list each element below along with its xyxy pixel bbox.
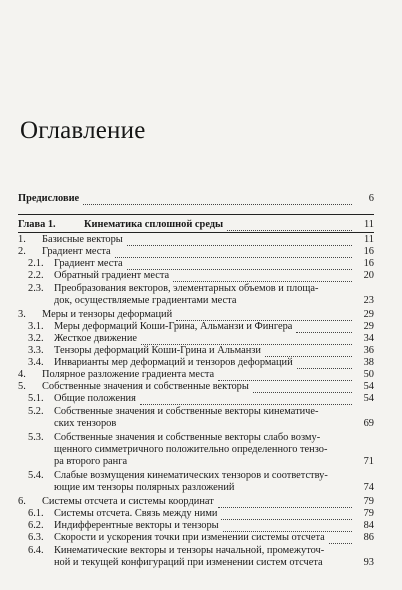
- toc-number: 5.1.: [28, 393, 44, 404]
- toc-entry-text: Инварианты мер деформаций и тензоров деформаций: [54, 357, 293, 368]
- toc-entry-text: Меры и тензоры деформаций: [42, 309, 173, 320]
- toc-entry-text: Тензоры деформаций Коши-Грина и Альманзи: [54, 345, 261, 356]
- chapter-title: Кинематика сплошной среды: [84, 219, 224, 230]
- divider: [18, 232, 374, 233]
- toc-number: 4.: [18, 369, 26, 380]
- toc-entry[interactable]: [18, 470, 374, 494]
- toc-entry-text: Меры деформаций Коши-Грина, Альманзи и Фингера: [54, 321, 293, 332]
- toc-number: 5.4.: [28, 470, 44, 481]
- dot-leader: [297, 359, 352, 369]
- toc-page-number: 69: [363, 418, 374, 429]
- toc-entry[interactable]: [18, 258, 374, 270]
- toc-entry-text-line: ющие им тензоры полярных разложений: [54, 482, 235, 493]
- toc-page-number: 6: [368, 193, 374, 204]
- toc-entry-text: Скорости и ускорения точки при изменении системы отсчета: [54, 532, 325, 543]
- toc-page-number: 38: [363, 357, 374, 368]
- toc-page-number: 79: [363, 508, 374, 519]
- dot-leader: [218, 371, 352, 381]
- dot-leader: [223, 522, 352, 532]
- toc-entry-text-line: ной и текущей конфигураций при изменении систем отсчета: [54, 557, 323, 568]
- toc-entry-text: Собственные значения и собственные векторы: [42, 381, 249, 392]
- toc-entry[interactable]: [18, 246, 374, 258]
- toc-entry-text: Предисловие: [18, 193, 80, 204]
- toc-entry-text: Обратный градиент места: [54, 270, 170, 281]
- toc-entry[interactable]: [18, 496, 374, 508]
- toc-page-number: 74: [363, 482, 374, 493]
- toc-page-number: 50: [363, 369, 374, 380]
- dot-leader: [265, 347, 352, 357]
- dot-leader: [141, 335, 352, 345]
- toc-entry-text-line: ра второго ранга: [54, 456, 128, 467]
- toc-page-number: 11: [363, 234, 374, 245]
- divider: [18, 214, 374, 215]
- toc-entry-text: Градиент места: [42, 246, 111, 257]
- toc-entry-text-line: ских тензоров: [54, 418, 117, 429]
- toc-entry-text-line: Слабые возмущения кинематических тензоров и соответству-: [54, 470, 328, 481]
- toc-page-number: 54: [363, 393, 374, 404]
- toc-entry[interactable]: [18, 432, 374, 468]
- toc-entry[interactable]: [18, 381, 374, 393]
- toc-entry[interactable]: [18, 406, 374, 430]
- toc-entry[interactable]: [18, 369, 374, 381]
- toc-entry[interactable]: [18, 545, 374, 569]
- dot-leader: [329, 534, 352, 544]
- toc-entry-text: Базисные векторы: [42, 234, 123, 245]
- toc-entry-text: Индифферентные векторы и тензоры: [54, 520, 219, 531]
- toc-entry[interactable]: [18, 357, 374, 369]
- dot-leader: [296, 323, 352, 333]
- toc-entry-text-line: док, осуществляемые градиентами места: [54, 295, 237, 306]
- toc-page-number: 71: [363, 456, 374, 467]
- toc-entry-text: Градиент места: [54, 258, 123, 269]
- toc-number: 5.: [18, 381, 26, 392]
- toc-entry[interactable]: [18, 532, 374, 544]
- dot-leader: [173, 272, 352, 282]
- toc-number: 2.2.: [28, 270, 44, 281]
- toc-entry-text-line: Преобразования векторов, элементарных объемов и площа-: [54, 283, 319, 294]
- table-of-contents: [18, 193, 374, 205]
- toc-entry[interactable]: [18, 283, 374, 307]
- toc-entry-text: Общие положения: [54, 393, 136, 404]
- toc-number: 1.: [18, 234, 26, 245]
- toc-page-number: 86: [363, 532, 374, 543]
- toc-number: 5.2.: [28, 406, 44, 417]
- toc-page-number: 93: [363, 557, 374, 568]
- toc-number: 2.1.: [28, 258, 44, 269]
- toc-number: 6.2.: [28, 520, 44, 531]
- toc-page-number: 29: [363, 309, 374, 320]
- toc-entry[interactable]: [18, 333, 374, 345]
- toc-page-number: 11: [363, 219, 374, 230]
- table-of-contents-chapter: [18, 219, 374, 231]
- toc-number: 6.3.: [28, 532, 44, 543]
- toc-number: 3.2.: [28, 333, 44, 344]
- toc-entry[interactable]: [18, 321, 374, 333]
- toc-entry[interactable]: [18, 345, 374, 357]
- toc-page-number: 16: [363, 246, 374, 257]
- toc-entry[interactable]: [18, 270, 374, 282]
- toc-list: [18, 234, 374, 569]
- toc-number: 6.1.: [28, 508, 44, 519]
- toc-entry[interactable]: [18, 309, 374, 321]
- toc-entry-text-line: щенного симметричного положительно определенного тензо-: [54, 444, 328, 455]
- toc-page-number: 84: [363, 520, 374, 531]
- dot-leader: [140, 395, 352, 405]
- toc-entry-preface[interactable]: [18, 193, 374, 205]
- toc-entry-text-line: Собственные значения и собственные векторы слабо возму-: [54, 432, 321, 443]
- dot-leader: [127, 260, 352, 270]
- dot-leader: [221, 510, 352, 520]
- dot-leader: [176, 311, 352, 321]
- dot-leader: [253, 383, 352, 393]
- toc-entry-chapter[interactable]: [18, 219, 374, 231]
- toc-number: 3.3.: [28, 345, 44, 356]
- toc-entry[interactable]: [18, 520, 374, 532]
- toc-page-number: 20: [363, 270, 374, 281]
- dot-leader: [227, 221, 352, 231]
- toc-entry-text-line: Собственные значения и собственные векторы кинематиче-: [54, 406, 319, 417]
- toc-page-number: 23: [363, 295, 374, 306]
- toc-entry-text: Жесткое движение: [54, 333, 137, 344]
- dot-leader: [127, 236, 352, 246]
- toc-number: 6.: [18, 496, 26, 507]
- chapter-number: Глава 1.: [18, 219, 56, 230]
- toc-entry-text: Системы отсчета. Связь между ними: [54, 508, 218, 519]
- toc-number: 3.4.: [28, 357, 44, 368]
- toc-entry[interactable]: [18, 234, 374, 246]
- toc-entry-text-line: Кинематические векторы и тензоры начальной, промежуточ-: [54, 545, 325, 556]
- dot-leader: [83, 195, 352, 205]
- toc-entry[interactable]: [18, 393, 374, 405]
- toc-number: 6.4.: [28, 545, 44, 556]
- toc-number: 2.3.: [28, 283, 44, 294]
- toc-page-number: 29: [363, 321, 374, 332]
- toc-number: 3.1.: [28, 321, 44, 332]
- page-title: Оглавление: [20, 117, 146, 144]
- dot-leader: [218, 498, 352, 508]
- toc-number: 3.: [18, 309, 26, 320]
- toc-page-number: 34: [363, 333, 374, 344]
- toc-number: 2.: [18, 246, 26, 257]
- toc-page-number: 16: [363, 258, 374, 269]
- toc-entry[interactable]: [18, 508, 374, 520]
- dot-leader: [115, 248, 352, 258]
- toc-entry-text: Полярное разложение градиента места: [42, 369, 215, 380]
- toc-page-number: 79: [363, 496, 374, 507]
- toc-page-number: 36: [363, 345, 374, 356]
- toc-number: 5.3.: [28, 432, 44, 443]
- toc-page-number: 54: [363, 381, 374, 392]
- toc-entry-text: Системы отсчета и системы координат: [42, 496, 214, 507]
